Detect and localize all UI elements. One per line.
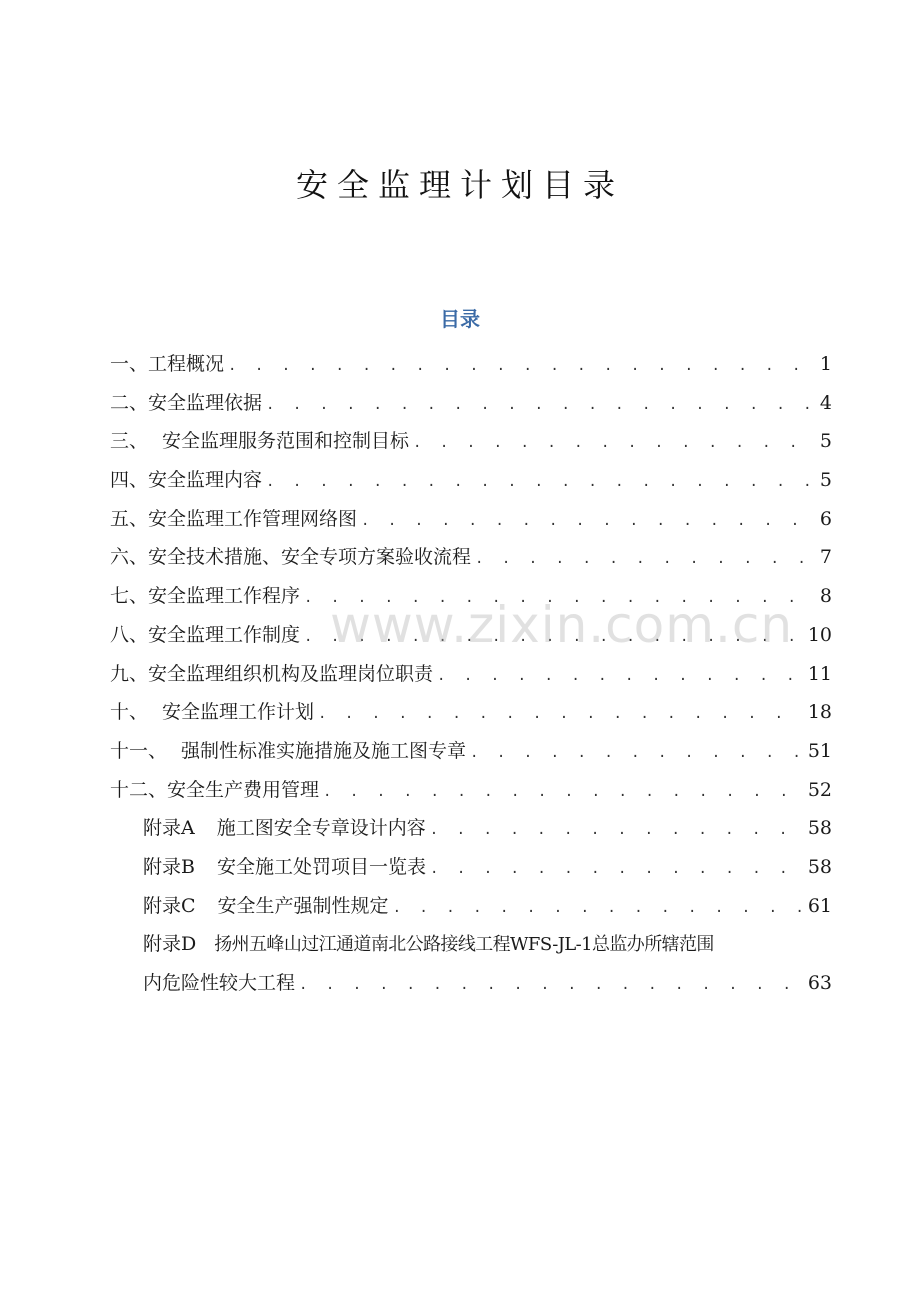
toc-entry-4[interactable]	[110, 461, 832, 500]
toc-entry-page: 52	[807, 778, 832, 801]
toc-appendix-a[interactable]	[110, 809, 832, 848]
toc-entry-3[interactable]	[110, 422, 832, 461]
toc-entry-title: 安全监理组织机构及监理岗位职责	[148, 662, 434, 685]
toc-leader-dots	[430, 811, 804, 850]
toc-entry-10[interactable]	[110, 693, 832, 732]
toc-appendix-title: 安全施工处罚项目一览表	[216, 855, 426, 878]
toc-entry-number: 四、	[110, 469, 149, 492]
toc-heading: 目录	[440, 307, 480, 331]
toc-entry-page: 8	[819, 585, 832, 608]
toc-entry-title: 安全监理内容	[148, 469, 263, 492]
toc-entry-number: 三、	[110, 430, 149, 453]
toc-appendix-title: 扬州五峰山过江通道南北公路接线工程WFS-JL-1总监办所辖范围	[214, 934, 714, 956]
toc-entry-1[interactable]	[110, 345, 832, 384]
toc-entry-page: 51	[807, 739, 832, 762]
document-title: 安全监理计划目录	[295, 166, 624, 204]
toc-entry-number: 十一、	[110, 739, 168, 762]
toc-leader-dots	[470, 734, 804, 773]
toc-entry-page: 10	[807, 623, 832, 646]
toc-leader-dots	[228, 347, 816, 386]
toc-leader-dots	[361, 502, 816, 541]
toc-appendix-page: 58	[807, 855, 832, 878]
toc-entry-title: 安全监理工作制度	[148, 623, 301, 646]
toc-entry-number: 七、	[110, 585, 149, 608]
toc-leader-dots	[266, 463, 816, 502]
toc-entry-number: 八、	[110, 623, 149, 646]
toc-entry-title: 安全监理工作计划	[162, 701, 315, 724]
toc-leader-dots	[393, 889, 804, 928]
toc-entry-page: 6	[819, 507, 832, 530]
toc-entry-2[interactable]	[110, 384, 832, 423]
toc-entry-page: 5	[819, 430, 832, 453]
watermark: www.zixin.com.cn	[330, 596, 794, 654]
toc-entry-number: 一、	[110, 353, 149, 375]
toc-appendix-page: 61	[807, 894, 832, 917]
toc-entry-number: 六、	[110, 546, 149, 569]
table-of-contents	[110, 345, 832, 1003]
toc-leader-dots	[266, 386, 816, 425]
toc-appendix-number: 附录B	[143, 855, 195, 878]
toc-entry-number: 十、	[110, 701, 149, 724]
toc-appendix-number: 附录D	[143, 933, 197, 956]
toc-leader-dots	[430, 850, 804, 889]
toc-entry-title: 安全监理服务范围和控制目标	[162, 430, 410, 453]
toc-leader-dots	[475, 540, 816, 579]
toc-entry-title: 安全监理工作程序	[148, 585, 301, 608]
toc-leader-dots	[437, 657, 804, 696]
toc-appendix-b[interactable]	[110, 848, 832, 887]
toc-appendix-page: 63	[807, 972, 832, 994]
toc-entry-9[interactable]	[110, 655, 832, 694]
toc-entry-12[interactable]	[110, 771, 832, 810]
toc-entry-title: 安全监理依据	[148, 391, 263, 414]
toc-entry-title: 安全监理工作管理网络图	[148, 507, 358, 530]
toc-entry-5[interactable]	[110, 500, 832, 539]
toc-leader-dots	[413, 424, 816, 463]
toc-appendix-d[interactable]	[110, 925, 832, 964]
toc-leader-dots	[299, 966, 804, 1005]
toc-entry-title: 安全技术措施、安全专项方案验收流程	[148, 546, 472, 569]
toc-entry-page: 18	[807, 701, 832, 724]
toc-appendix-title: 施工图安全专章设计内容	[216, 817, 426, 840]
toc-entry-title: 工程概况	[148, 353, 225, 375]
toc-entry-number: 二、	[110, 391, 149, 414]
toc-appendix-title: 安全生产强制性规定	[217, 894, 389, 917]
toc-entry-title: 强制性标准实施措施及施工图专章	[181, 739, 467, 762]
toc-entry-number: 十二、	[110, 778, 168, 801]
toc-leader-dots	[323, 773, 804, 812]
toc-entry-page: 7	[819, 546, 832, 569]
toc-appendix-number: 附录A	[143, 817, 195, 840]
toc-appendix-c[interactable]	[110, 887, 832, 926]
toc-entry-page: 1	[819, 353, 832, 375]
toc-appendix-page: 58	[807, 817, 832, 840]
toc-entry-number: 九、	[110, 662, 149, 685]
toc-entry-page: 4	[819, 391, 832, 414]
toc-entry-11[interactable]	[110, 732, 832, 771]
toc-leader-dots	[318, 695, 804, 734]
toc-entry-number: 五、	[110, 507, 149, 530]
toc-entry-page: 5	[819, 469, 832, 492]
toc-appendix-d-continued[interactable]	[110, 964, 832, 1003]
toc-entry-title: 安全生产费用管理	[167, 778, 320, 801]
toc-entry-page: 11	[807, 662, 832, 685]
toc-appendix-title-continued: 内危险性较大工程	[143, 972, 296, 994]
toc-appendix-number: 附录C	[143, 894, 196, 917]
toc-entry-6[interactable]	[110, 538, 832, 577]
